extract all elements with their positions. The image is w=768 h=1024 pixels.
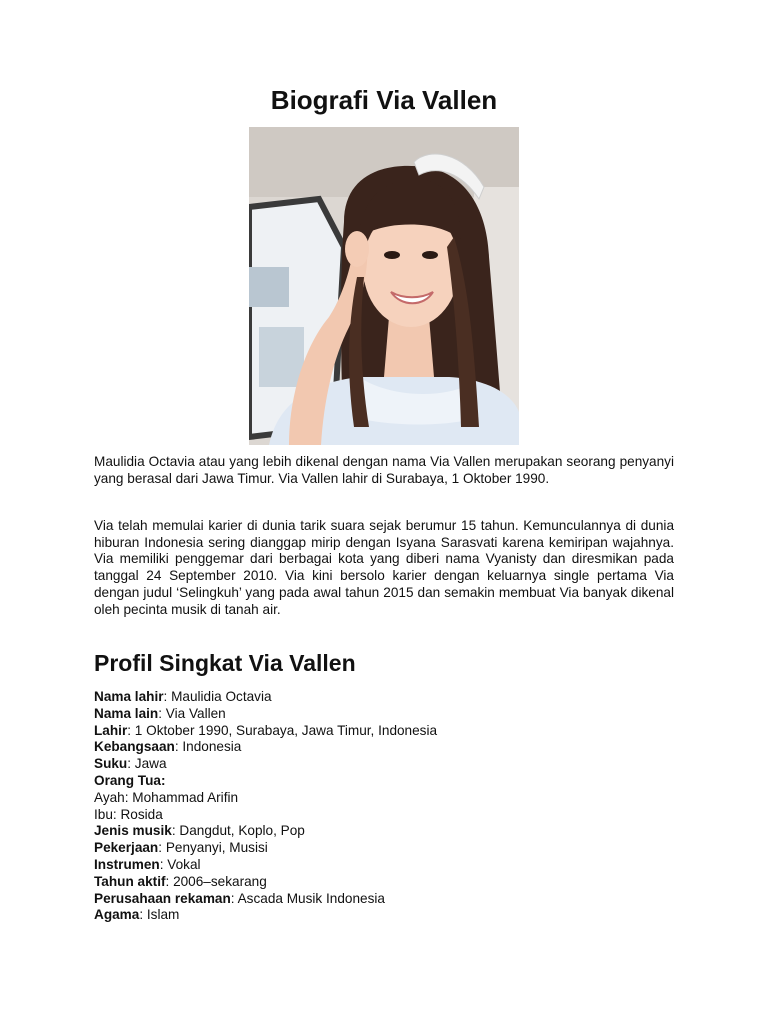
profile-item: Orang Tua: <box>94 772 166 788</box>
profile-item: Perusahaan rekaman: Ascada Musik Indonesia <box>94 890 385 906</box>
profile-heading: Profil Singkat Via Vallen <box>94 650 356 676</box>
page-title: Biografi Via Vallen <box>270 85 498 115</box>
profile-item: Jenis musik: Dangdut, Koplo, Pop <box>94 823 305 839</box>
profile-list <box>94 689 437 924</box>
profile-item: Instrumen: Vokal <box>94 856 201 872</box>
career-paragraph: Via telah memulai karier di dunia tarik suara sejak berumur 15 tahun. Kemunculannya di dunia hiburan Indonesia sering dianggap mirip dengan Isyana Sarasvati karena kemiripan wajahnya. Via memiliki penggemar dari berbagai kota yang diberi nama Vyanisty dan diresmikan pada tanggal 24 September 2010. Via kini bersolo karier dengan keluarnya single pertama Via dengan judul ‘Selingkuh’ yang pada awal tahun 2015 dan semakin membuat Via banyak dikenal oleh pecinta musik di tanah air. <box>94 518 674 617</box>
profile-item: Agama: Islam <box>94 907 180 923</box>
profile-item: Kebangsaan: Indonesia <box>94 739 242 755</box>
portrait-photo <box>249 127 519 445</box>
profile-item: Tahun aktif: 2006–sekarang <box>94 873 267 889</box>
profile-item: Nama lahir: Maulidia Octavia <box>94 689 272 704</box>
profile-item: Nama lain: Via Vallen <box>94 705 226 721</box>
intro-paragraph: Maulidia Octavia atau yang lebih dikenal dengan nama Via Vallen merupakan seorang penyanyi yang berasal dari Jawa Timur. Via Vallen lahir di Surabaya, 1 Oktober 1990. <box>94 454 674 486</box>
profile-item: Pekerjaan: Penyanyi, Musisi <box>94 840 268 856</box>
profile-item: Lahir: 1 Oktober 1990, Surabaya, Jawa Timur, Indonesia <box>94 722 438 738</box>
profile-item: Suku: Jawa <box>94 756 167 772</box>
profile-item: Ibu: Rosida <box>94 806 163 822</box>
profile-item: Ayah: Mohammad Arifin <box>94 789 239 805</box>
